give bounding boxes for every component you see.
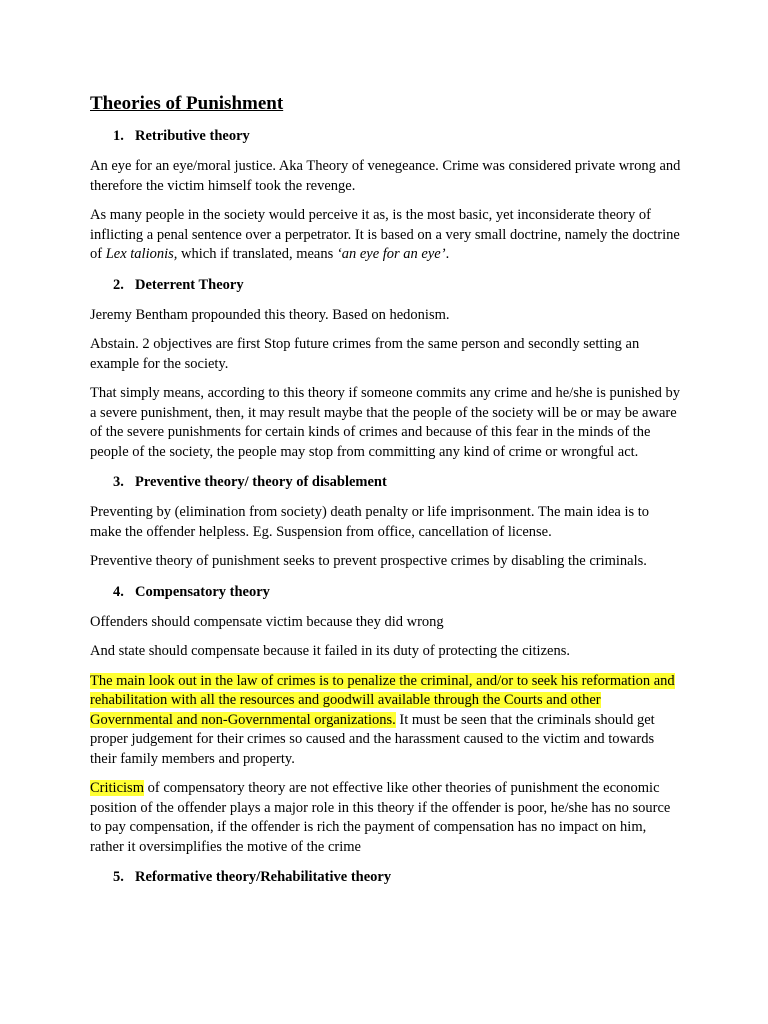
italic-quote: ‘an eye for an eye’ bbox=[336, 246, 446, 262]
text-run: It must be seen that the criminals should get proper judgement for their crimes so caused and the harassment caused to the victim and towards their family members and property. bbox=[90, 711, 655, 767]
section-heading-deterrent bbox=[90, 275, 682, 295]
document-page bbox=[90, 92, 682, 898]
highlighted-text: Criticism bbox=[90, 780, 144, 796]
paragraph: An eye for an eye/moral justice. Aka Theory of venegeance. Crime was considered private wrong and therefore the victim himself took the revenge. bbox=[90, 158, 681, 194]
paragraph: Preventing by (elimination from society) death penalty or life imprisonment. The main idea is to make the offender helpless. Eg. Suspension from office, cancellation of license. bbox=[90, 504, 650, 540]
section-heading-text: Reformative theory/Rehabilitative theory bbox=[135, 869, 392, 885]
paragraph: Jeremy Bentham propounded this theory. Based on hedonism. bbox=[90, 306, 450, 323]
paragraph: And state should compensate because it failed in its duty of protecting the citizens. bbox=[90, 643, 570, 659]
section-number: 3. bbox=[113, 474, 124, 490]
section-number: 1. bbox=[113, 128, 124, 144]
section-number: 5. bbox=[113, 869, 124, 885]
paragraph bbox=[90, 206, 682, 265]
text-run: which if translated, means bbox=[177, 246, 337, 262]
section-heading-reformative bbox=[90, 867, 682, 887]
section-heading-text: Compensatory theory bbox=[135, 583, 270, 600]
text-run: As many people in the society would perceive it as, is the most basic, yet inconsiderate theory of inflicting a penal sentence over a perpetrator. It is based on a very small doctrine, namely the doctrine of bbox=[90, 207, 680, 262]
section-heading-text: Retributive theory bbox=[135, 128, 250, 144]
text-run: of compensatory theory are not effective like other theories of punishment the economic position of the offender plays a major role in this theory if the offender is poor, he/she has no source to pay compensation, if the offender is rich the payment of compensation has no impact on him, rather it oversimplifies the motive of the crime bbox=[90, 780, 671, 855]
paragraph: Offenders should compensate victim because they did wrong bbox=[90, 613, 444, 630]
section-number: 2. bbox=[113, 276, 124, 293]
text-run: . bbox=[445, 246, 450, 262]
section-heading-text: Deterrent Theory bbox=[135, 276, 244, 293]
paragraph bbox=[90, 779, 682, 857]
paragraph: That simply means, according to this theory if someone commits any crime and he/she is punished by a severe punishment, then, it may result maybe that the people of the society will be or may be aware of the severe punishments for certain kinds of crimes and because of this fear in the minds of the people of the society, the people may stop from committing any kind of crime or wrongful act. bbox=[90, 385, 680, 460]
section-number: 4. bbox=[113, 583, 124, 600]
italic-term: Lex talionis, bbox=[105, 246, 178, 262]
paragraph: Abstain. 2 objectives are first Stop future crimes from the same person and secondly setting an example for the society. bbox=[90, 336, 640, 372]
paragraph: Preventive theory of punishment seeks to prevent prospective crimes by disabling the criminals. bbox=[90, 553, 647, 569]
highlighted-text: The main look out in the law of crimes is to penalize the criminal, and/or to seek his reformation and rehabilitation with all the resources and goodwill available through the Courts and other Governmental and non-Governmental organizations. bbox=[90, 672, 675, 728]
section-heading-retributive bbox=[90, 126, 682, 146]
document-title: Theories of Punishment bbox=[90, 93, 284, 114]
section-heading-text: Preventive theory/ theory of disablement bbox=[135, 474, 387, 490]
paragraph bbox=[90, 672, 682, 770]
section-heading-preventive bbox=[90, 472, 682, 492]
section-heading-compensatory bbox=[90, 582, 682, 602]
